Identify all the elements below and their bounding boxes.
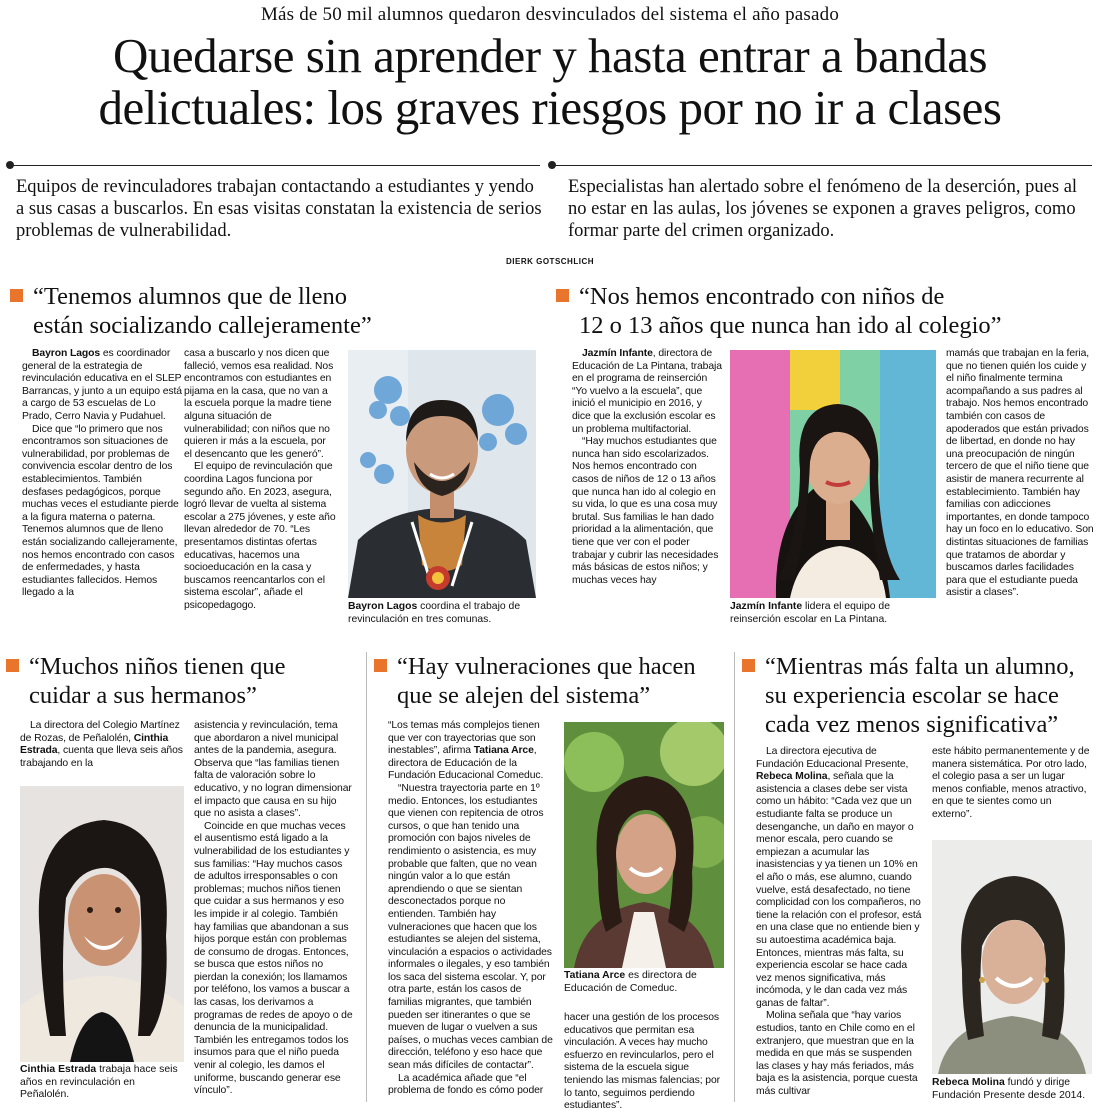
orange-square-icon — [742, 659, 755, 672]
deck-rule-right — [552, 165, 1092, 166]
arce-column-2: hacer una gestión de los procesos educativos que permitan esa vinculación. A veces hay mucho esfuerzo en revincularlos, pero el sistema de la escuela sigue teniendo las mismas falencias; por lo tanto, seguimos perdiendo estudiantes”. — [564, 1012, 721, 1112]
headline-line-1: Quedarse sin aprender y hasta entrar a bandas — [112, 28, 988, 83]
caption-lagos: Bayron Lagos coordina el trabajo de revinculación en tres comunas. — [348, 601, 521, 625]
arce-column-1: “Los temas más complejos tienen que ver con trayectorias que son inestables”, afirma Tatiana Arce, directora de Educación de la Fundación Educacional Comeduc. “Nuestra trayectoria parte en 1º medio. Entonces, los estudiantes que vienen con repitencia de otros cursos, o que han tenido una promoción con bajos niveles de rendimiento o asistencia, es muy probable que falten, que no vean ningún valor a lo que están aprendiendo o que se sientan desconectados porque no entienden. También hay vulneraciones que hacen que los estudiantes se alejen del sistema, vinculación a espacios o actividades informales o ilegales, y eso también los saca del sistema escolar. Y, por otra parte, están los casos de familias migrantes, que también pueden ser itinerantes o que se mueven de lugar o vuelven a sus países, o muchas veces cambian de dirección, teléfono y eso hace que sean más difíciles de contactar”. La académica añade que “el problema de fondo es cómo poder — [388, 720, 553, 1097]
person-name: Cinthia Estrada — [20, 732, 169, 757]
photo-credit: DIERK GOTSCHLICH — [506, 257, 594, 266]
person-name: Jazmín Infante — [582, 348, 653, 359]
infante-column-1: Jazmín Infante, directora de Educación de La Pintana, trabaja en el programa de reinserción “Yo vuelvo a la escuela”, que inició el municipio en 2016, y dice que la exclusión escolar es un problema multifactorial. “Hay muchos estudiantes que nunca han sido escolarizados. Nos hemos encontrado con casos de niños de 12 o 13 años que nunca han ido al colegio en su vida, lo que es una cosa muy brutal. Sus familias le han dado prioridad a la alimentación, que tiene que ver con el poder trabajar y cubrir las necesidades más básicas de estos niños; y muchas veces hay — [572, 348, 722, 586]
person-name: Tatiana Arce — [473, 745, 534, 757]
estrada-column-2: asistencia y revinculación, tema que abordaron a nivel municipal antes de la pandemia, asegura. Observa que “las familias tienen falta de valoración sobre lo educativo, y no logran dimensionar el impacto que causa en su hijo que no asista a clases”. Coincide en que muchas veces el ausentismo está ligado a la vulnerabilidad de los estudiantes y sus familias: “Hay muchos casos de adultos irresponsables o con problemas; muchos niños tienen que cuidar a sus hermanos y eso les impide ir al colegio. También hay familias que abandonan a sus hijos porque están con problemas de consumo de drogas. Entonces, se busca que estos niños no pierdan la conexión; los llamamos por teléfono, los vamos a buscar a las casas, los derivamos a programas de redes de apoyo o de denuncia de la municipalidad. También les entregamos todos los insumos para que el niño pueda venir al colegio, les damos el uniforme, buscando generar ese vínculo”. — [194, 720, 353, 1097]
caption-estrada: Cinthia Estrada trabaja hace seis años en revinculación en Peñalolén. — [20, 1064, 178, 1101]
molina-column-1: La directora ejecutiva de Fundación Educacional Presente, Rebeca Molina, señala que la asistencia a clases debe ser vista como un hábito: “Cada vez que un estudiante falta se produce un desenganche, un daño en mayor o menor escala, pero cuando se empiezan a acumular las inasistencias y ya tienen un 10% en el año o más, ese alumno, cuando vuelve, está desafectado, no tiene complicidad con los compañeros, no tiene la relación con el profesor, está en una clase que no entiende bien y su autoestima académica baja. Entonces, mientras más falta, su experiencia escolar se hace cada vez menos significativa, más incómoda, y le dan cada vez más ganas de faltar”. Molina señala que “hay varios estudios, tanto en Chile como en el extranjero, que muestran que en la medida en que más se suspenden las clases y hay más feriados, más baja es la asistencia, porque cuesta más cultivar — [756, 746, 922, 1098]
orange-square-icon — [6, 659, 19, 672]
deck-rule-left — [10, 165, 540, 166]
kicker: Más de 50 mil alumnos quedaron desvinculados del sistema el año pasado — [260, 4, 840, 25]
headline-line-2: delictuales: los graves riesgos por no ir a clases — [98, 80, 1002, 135]
orange-square-icon — [10, 289, 23, 302]
quote-heading-lagos: “Tenemos alumnos que de lleno están socializando callejeramente” — [10, 282, 540, 340]
photo-tatiana-arce — [564, 722, 724, 968]
orange-square-icon — [374, 659, 387, 672]
deck-left: Equipos de revinculadores trabajan contactando a estudiantes y yendo a sus casas a buscarlos. En esas visitas constatan la existencia de serios problemas de vulnerabilidad. — [16, 177, 542, 241]
person-name: Rebeca Molina — [756, 771, 828, 783]
photo-rebeca-molina — [932, 840, 1092, 1074]
quote-heading-estrada: “Muchos niños tienen que cuidar a sus hermanos” — [6, 652, 366, 710]
column-divider — [366, 652, 367, 1102]
photo-jazmin-infante — [730, 350, 936, 598]
photo-cinthia-estrada — [20, 786, 184, 1062]
deck-right: Especialistas han alertado sobre el fenómeno de la deserción, pues al no estar en las aulas, los jóvenes se exponen a graves peligros, como formar parte del crimen organizado. — [568, 177, 1078, 241]
photo-bayron-lagos — [348, 350, 536, 598]
quote-heading-molina: “Mientras más falta un alumno, su experiencia escolar se hace cada vez menos significativa” — [742, 652, 1098, 739]
caption-infante: Jazmín Infante lidera el equipo de reinserción escolar en La Pintana. — [730, 601, 890, 625]
headline — [0, 30, 1100, 134]
caption-molina: Rebeca Molina fundó y dirige Fundación Presente desde 2014. — [932, 1077, 1086, 1101]
caption-arce: Tatiana Arce es directora de Educación de Comeduc. — [564, 970, 697, 994]
infante-column-2: mamás que trabajan en la feria, que no tienen quién los cuide y el niño finalmente termina acompañando a sus padres al trabajo. Nos hemos encontrado también con casos de apoderados que están privados de libertad, en donde no hay una preocupación de ningún tercero de que el niño tiene que asistir de manera recurrente al establecimiento. También hay familias con adicciones importantes, en donde tampoco hay un foco en lo educativo. Son distintas situaciones de familias que tratamos de abordar y buscamos darles facilidades para que el estudiante pueda asistir a clases”. — [946, 348, 1094, 599]
quote-heading-infante: “Nos hemos encontrado con niños de 12 o 13 años que nunca han ido al colegio” — [556, 282, 1096, 340]
molina-column-2: este hábito permanentemente y de manera sistemática. Por otro lado, el colegio pasa a ser un lugar menos confiable, menos atractivo, en que te sientes como un externo”. — [932, 746, 1090, 820]
column-divider — [734, 652, 735, 1102]
orange-square-icon — [556, 289, 569, 302]
lagos-column-1: Bayron Lagos es coordinador general de la estrategia de revinculación educativa en el SLEP Barrancas, y junto a un equipo está a cargo de 53 escuelas de Lo Prado, Cerro Navia y Pudahuel. Dice que “lo primero que nos encontramos son situaciones de vulnerabilidad, por problemas de convivencia escolar dentro de los establecimientos. También desfases pedagógicos, porque muchas veces el estudiante pierde a la figura materna o paterna. Tenemos alumnos que de lleno están socializando callejeramente, nos hemos encontrado con casos de enfermedades, y hasta estudiantes fallecidos. Hemos llegado a la — [22, 348, 182, 599]
estrada-column-1: La directora del Colegio Martínez de Rozas, de Peñalolén, Cinthia Estrada, cuenta que lleva seis años trabajando en la — [20, 720, 183, 769]
person-name: Bayron Lagos — [32, 348, 101, 359]
quote-heading-arce: “Hay vulneraciones que hacen que se alejen del sistema” — [374, 652, 734, 710]
lagos-column-2: casa a buscarlo y nos dicen que falleció, vemos esa realidad. Nos encontramos con estudiantes en pijama en la casa, que no van a la escuela porque la madre tiene alguna situación de vulnerabilidad; con niños que no quieren ir más a la escuela, por el desencanto que les generó”. El equipo de revinculación que coordina Lagos funciona por segundo año. En 2023, asegura, logró llevar de vuelta al sistema escolar a 275 jóvenes, y este año llevan alrededor de 70. “Les presentamos distintas ofertas educativas, hacemos una socioeducación en la casa y buscamos reencantarlos con el sistema escolar”, añade el psicopedagogo. — [184, 348, 336, 611]
